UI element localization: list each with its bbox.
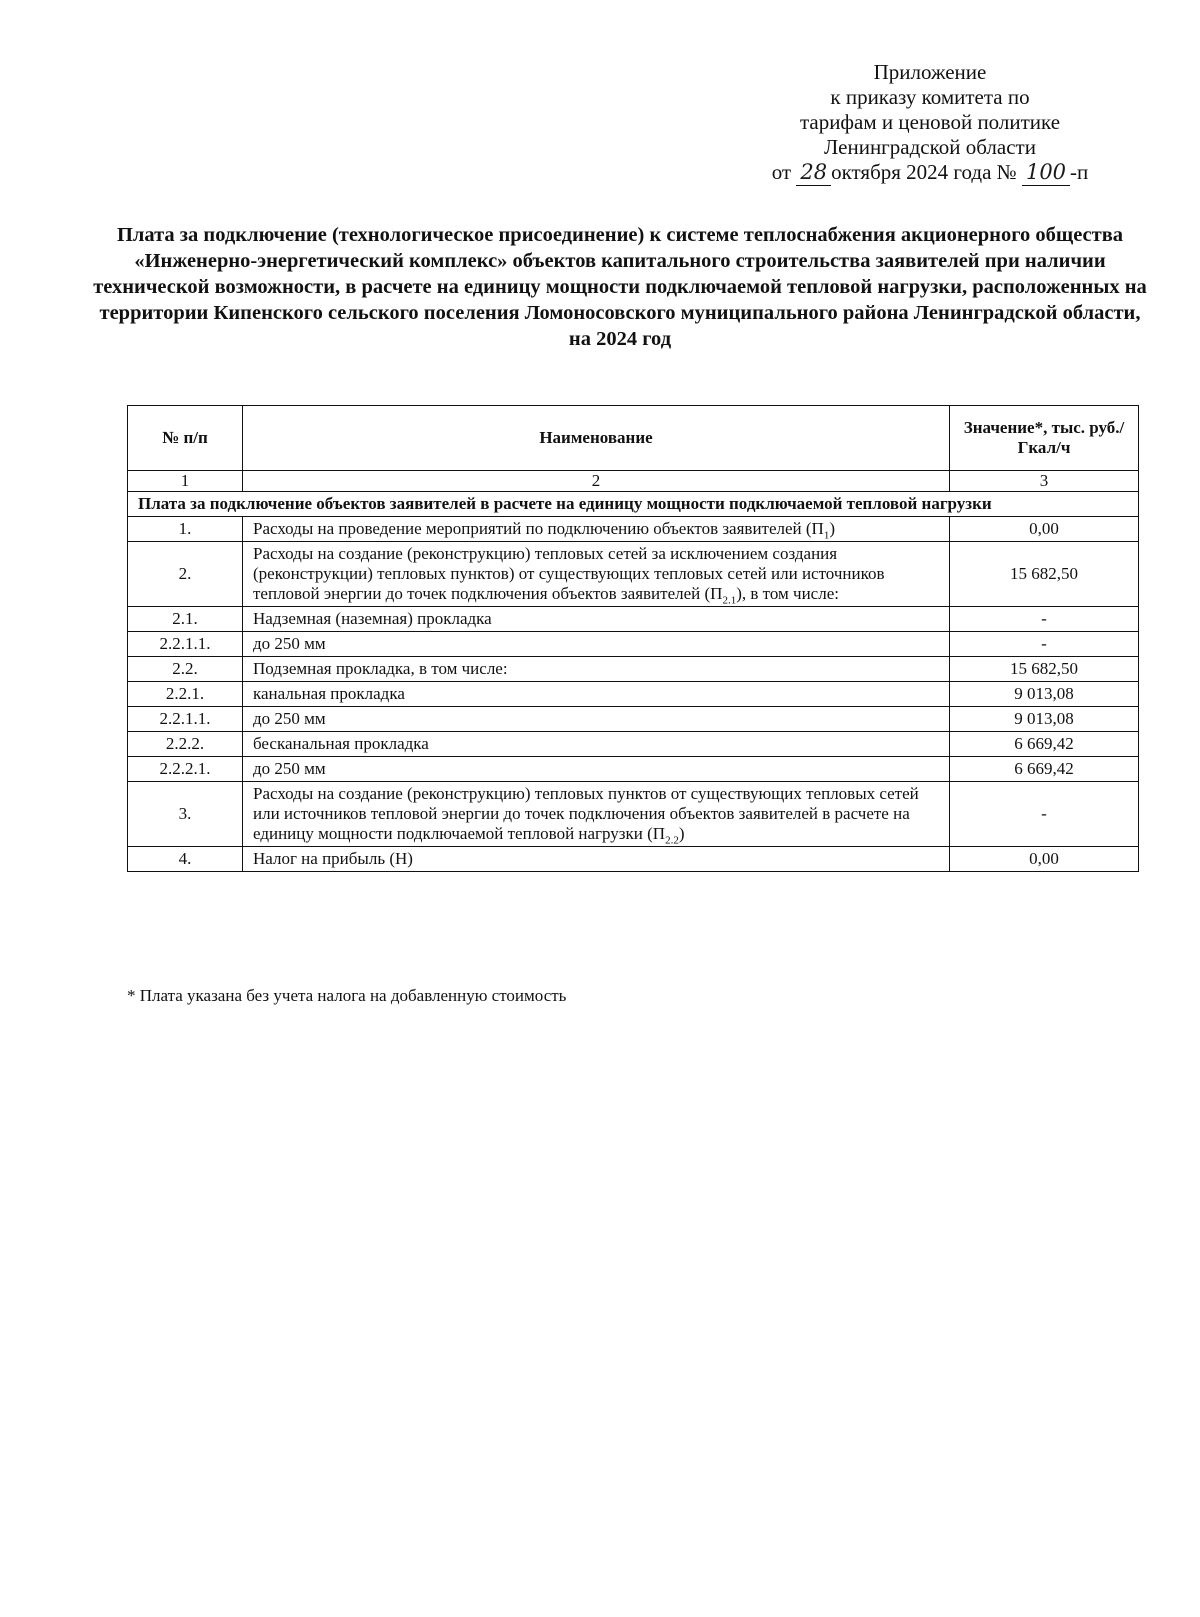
section-title: Плата за подключение объектов заявителей в расчете на единицу мощности подключаемой тепловой нагрузки: [128, 492, 1139, 517]
table-row: [128, 757, 1139, 782]
row-number: 2.1.: [128, 607, 243, 632]
row-value: -: [950, 632, 1139, 657]
column-number-row: [128, 471, 1139, 492]
row-name: [243, 782, 950, 847]
row-name: [243, 707, 950, 732]
row-name: [243, 542, 950, 607]
row-name-text: Расходы на создание (реконструкцию) тепловых пунктов от существующих тепловых сетей или источников тепловой энергии до точек подключения объектов заявителей в расчете на единицу мощности подключаемой тепловой нагрузки (П: [253, 784, 919, 843]
row-name-subscript: 2.2: [665, 834, 679, 847]
table-row: [128, 657, 1139, 682]
row-number: 2.2.: [128, 657, 243, 682]
row-name: [243, 847, 950, 872]
appendix-line: к приказу комитета по: [830, 85, 1030, 109]
row-name-text: бесканальная прокладка: [253, 734, 429, 753]
column-number: 1: [128, 471, 243, 492]
row-value: 0,00: [950, 847, 1139, 872]
appendix-line: Приложение: [873, 60, 987, 84]
appendix-line: Ленинградской области: [824, 135, 1036, 159]
row-name-text: Расходы на проведение мероприятий по подключению объектов заявителей (П: [253, 519, 824, 538]
row-name-text: Надземная (наземная) прокладка: [253, 609, 492, 628]
row-number: 1.: [128, 517, 243, 542]
row-name-text: Расходы на создание (реконструкцию) тепловых сетей за исключением создания (реконструкции) тепловых пунктов) от существующих тепловых сетей или источников тепловой энергии до точек подключения объектов заявителей (П: [253, 544, 885, 603]
row-name-subscript: 2.1: [722, 594, 737, 607]
row-value: -: [950, 782, 1139, 847]
row-name: [243, 517, 950, 542]
table-row: [128, 847, 1139, 872]
column-number: 2: [243, 471, 950, 492]
row-name-text: Подземная прокладка, в том числе:: [253, 659, 508, 678]
row-number: 2.2.1.: [128, 682, 243, 707]
handwritten-order-number: 100: [1022, 160, 1070, 186]
row-value: -: [950, 607, 1139, 632]
table-row: [128, 542, 1139, 607]
row-name: [243, 607, 950, 632]
header-number: № п/п: [128, 406, 243, 471]
row-name: [243, 632, 950, 657]
row-number: 3.: [128, 782, 243, 847]
column-number: 3: [950, 471, 1139, 492]
table-row: [128, 707, 1139, 732]
row-name-text: до 250 мм: [253, 634, 326, 653]
order-date-line: [720, 160, 1140, 186]
row-name-text: канальная прокладка: [253, 684, 405, 703]
footnote: * Плата указана без учета налога на добавленную стоимость: [127, 986, 567, 1005]
row-number: 2.2.1.1.: [128, 707, 243, 732]
row-name-tail: ): [678, 824, 685, 843]
date-middle: октября 2024 года №: [831, 160, 1017, 184]
number-suffix: -п: [1070, 160, 1089, 184]
row-name-text: Налог на прибыль (Н): [253, 849, 413, 868]
appendix-header: [720, 60, 1140, 186]
document-title: Плата за подключение (технологическое присоединение) к системе теплоснабжения акционерного общества «Инженерно-энергетический комплекс» объектов капитального строительства заявителей при наличии технической возможности, в расчете на единицу мощности подключаемой тепловой нагрузки, расположенных на территории Кипенского сельского поселения Ломоносовского муниципального района Ленинградской области, на 2024 год: [93, 224, 1147, 350]
tariff-table: [127, 405, 1139, 872]
row-name-text: до 250 мм: [253, 709, 326, 728]
row-name: [243, 757, 950, 782]
row-name-subscript: 1: [823, 529, 830, 542]
row-value: 15 682,50: [950, 542, 1139, 607]
row-number: 4.: [128, 847, 243, 872]
table-row: [128, 782, 1139, 847]
row-name-tail: ): [829, 519, 836, 538]
table-row: [128, 732, 1139, 757]
row-name: [243, 682, 950, 707]
row-number: 2.2.2.: [128, 732, 243, 757]
header-value: Значение*, тыс. руб./Гкал/ч: [950, 406, 1139, 471]
row-number: 2.: [128, 542, 243, 607]
row-value: 6 669,42: [950, 732, 1139, 757]
header-name: Наименование: [243, 406, 950, 471]
row-name-tail: ), в том числе:: [736, 584, 839, 603]
row-value: 6 669,42: [950, 757, 1139, 782]
table-row: [128, 632, 1139, 657]
row-value: 9 013,08: [950, 682, 1139, 707]
row-value: 15 682,50: [950, 657, 1139, 682]
row-name: [243, 732, 950, 757]
row-name: [243, 657, 950, 682]
row-value: 9 013,08: [950, 707, 1139, 732]
date-prefix: от: [771, 160, 792, 184]
table-row: [128, 607, 1139, 632]
appendix-line: тарифам и ценовой политике: [799, 110, 1061, 134]
row-value: 0,00: [950, 517, 1139, 542]
row-name-text: до 250 мм: [253, 759, 326, 778]
section-row: [128, 492, 1139, 517]
table-row: [128, 517, 1139, 542]
table-header-row: [128, 406, 1139, 471]
row-number: 2.2.2.1.: [128, 757, 243, 782]
table-row: [128, 682, 1139, 707]
row-number: 2.2.1.1.: [128, 632, 243, 657]
handwritten-day: 28: [796, 160, 831, 186]
